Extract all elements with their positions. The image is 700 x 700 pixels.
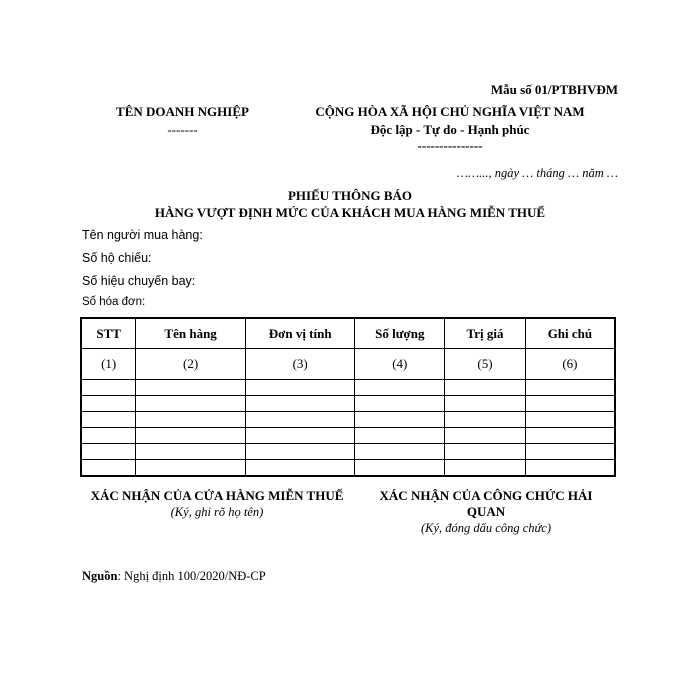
table-index-cell: (3) [245, 349, 355, 380]
table-cell [81, 444, 136, 460]
table-row [81, 396, 615, 412]
source-text: : Nghị định 100/2020/NĐ-CP [117, 569, 266, 583]
table-cell [445, 412, 526, 428]
table-cell [355, 460, 445, 477]
table-header-cell: Ghi chú [525, 318, 615, 349]
invoice-number-field: Số hóa đơn: [82, 296, 146, 308]
table-cell [81, 396, 136, 412]
table-cell [81, 380, 136, 396]
store-confirmation-note: (Ký, ghi rõ họ tên) [170, 505, 264, 519]
store-confirmation-title: XÁC NHẬN CỦA CỬA HÀNG MIỄN THUẾ [90, 488, 344, 503]
form-code: Mẫu số 01/PTBHVĐM [490, 82, 618, 97]
table-cell [136, 396, 246, 412]
table-header-cell: Đơn vị tính [245, 318, 355, 349]
customs-confirmation-note: (Ký, đóng dấu công chức) [420, 521, 552, 535]
customs-confirmation-title: XÁC NHẬN CỦA CÔNG CHỨC HẢI QUAN [379, 488, 593, 519]
table-cell [245, 396, 355, 412]
table-cell [245, 412, 355, 428]
table-cell [136, 380, 246, 396]
table-cell [525, 428, 615, 444]
goods-table [80, 317, 616, 477]
table-cell [136, 444, 246, 460]
table-index-row [81, 349, 615, 380]
table-row [81, 444, 615, 460]
org-name: TÊN DOANH NGHIỆP [116, 104, 249, 119]
table-cell [525, 396, 615, 412]
table-index-cell: (4) [355, 349, 445, 380]
flight-number-field: Số hiệu chuyến bay: [82, 274, 196, 288]
table-cell [136, 460, 246, 477]
table-index-cell: (5) [445, 349, 526, 380]
table-header-cell: Trị giá [445, 318, 526, 349]
table-cell [355, 428, 445, 444]
table-header-cell: Số lượng [355, 318, 445, 349]
table-cell [525, 460, 615, 477]
table-cell [355, 444, 445, 460]
table-cell [525, 380, 615, 396]
table-cell [525, 412, 615, 428]
table-cell [136, 428, 246, 444]
table-header-cell: STT [81, 318, 136, 349]
source-note [82, 569, 266, 584]
table-cell [245, 444, 355, 460]
table-cell [445, 428, 526, 444]
table-cell [136, 412, 246, 428]
table-row [81, 428, 615, 444]
table-cell [81, 428, 136, 444]
table-cell [245, 460, 355, 477]
table-cell [81, 460, 136, 477]
table-cell [245, 380, 355, 396]
table-cell [355, 396, 445, 412]
table-index-cell: (1) [81, 349, 136, 380]
buyer-name-field: Tên người mua hàng: [82, 228, 203, 242]
table-header-cell: Tên hàng [136, 318, 246, 349]
document-subtitle: HÀNG VƯỢT ĐỊNH MỨC CỦA KHÁCH MUA HÀNG MIỄN THUẾ [154, 205, 546, 220]
table-cell [245, 428, 355, 444]
org-divider: ------- [167, 122, 198, 137]
table-row [81, 412, 615, 428]
table-cell [445, 460, 526, 477]
table-cell [445, 444, 526, 460]
document-title: PHIẾU THÔNG BÁO [287, 188, 412, 203]
table-cell [81, 412, 136, 428]
table-header-row [81, 318, 615, 349]
national-title: CỘNG HÒA XÃ HỘI CHỦ NGHĨA VIỆT NAM [315, 104, 585, 119]
table-row [81, 380, 615, 396]
table-cell [445, 380, 526, 396]
passport-field: Số hộ chiếu: [82, 251, 152, 265]
table-cell [355, 380, 445, 396]
source-label: Nguồn [82, 569, 118, 583]
table-index-cell: (6) [525, 349, 615, 380]
table-index-cell: (2) [136, 349, 246, 380]
table-cell [525, 444, 615, 460]
national-motto: Độc lập - Tự do - Hạnh phúc [370, 122, 530, 137]
date-line: ……..., ngày … tháng … năm … [456, 166, 618, 180]
table-cell [355, 412, 445, 428]
motto-divider: --------------- [417, 138, 483, 153]
table-row [81, 460, 615, 477]
table-cell [445, 396, 526, 412]
